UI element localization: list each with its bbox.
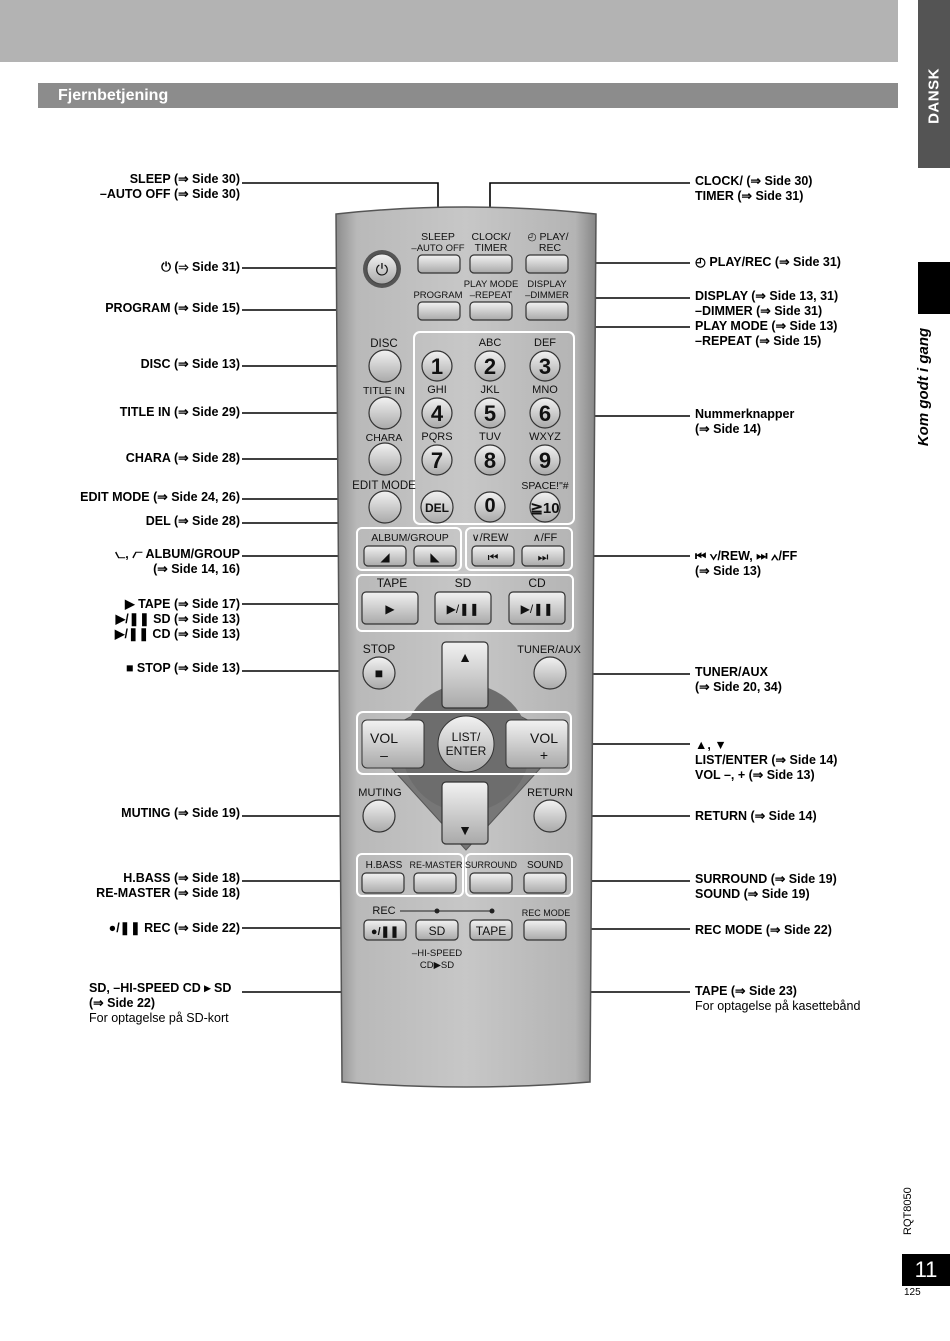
svg-text:SLEEP: SLEEP <box>421 231 455 243</box>
label-title-in: TITLE IN (⇒ Side 29) <box>119 405 240 419</box>
number-key-letters: MNO <box>532 384 558 396</box>
number-key-label: 8 <box>483 448 497 473</box>
number-key-letters: WXYZ <box>529 431 561 443</box>
svg-text:◢: ◢ <box>380 550 390 564</box>
svg-text:TITLE IN: TITLE IN <box>362 385 406 397</box>
label-edit-mode: EDIT MODE (⇒ Side 24, 26) <box>80 490 240 504</box>
label-tape: TAPE (⇒ Side 23) For optagelse på kasettebånd <box>695 984 861 1013</box>
svg-text:REC: REC <box>372 905 396 917</box>
svg-text:–HI-SPEED: –HI-SPEED <box>411 948 463 959</box>
label-hbass-remaster: H.BASS (⇒ Side 18) RE-MASTER (⇒ Side 18) <box>96 871 240 900</box>
label-return: RETURN (⇒ Side 14) <box>695 809 817 823</box>
svg-text:CLOCK/: CLOCK/ <box>471 231 511 243</box>
svg-text:SD: SD <box>428 924 446 938</box>
label-tape-sd-cd: ▶ TAPE (⇒ Side 17) ▶/❚❚ SD (⇒ Side 13) ▶/❚❚ CD (⇒ Side 13) <box>114 597 240 641</box>
svg-text:MUTING: MUTING <box>358 787 402 799</box>
number-key-letters: ABC <box>478 337 502 349</box>
svg-text:–DIMMER: –DIMMER <box>525 290 569 301</box>
svg-text:⏭: ⏭ <box>537 550 549 564</box>
svg-text:▶/❚❚: ▶/❚❚ <box>446 602 480 616</box>
label-disc: DISC (⇒ Side 13) <box>140 357 240 371</box>
label-power: ⏻ (⇒ Side 31) <box>161 260 240 274</box>
number-key-letters: DEF <box>534 337 556 349</box>
number-key-letters: TUV <box>479 431 501 443</box>
label-nav-vol: ▲, ▼ LIST/ENTER (⇒ Side 14) VOL –, + (⇒ Side 13) <box>695 738 838 782</box>
label-display-playmode: DISPLAY (⇒ Side 13, 31) –DIMMER (⇒ Side 31) PLAY MODE (⇒ Side 13) –REPEAT (⇒ Side 15) <box>695 289 839 348</box>
svg-text:⏮: ⏮ <box>487 550 499 564</box>
number-key-label: 1 <box>430 354 444 379</box>
svg-text:SOUND: SOUND <box>526 860 564 871</box>
label-album-group: ⦦, ⦧ ALBUM/GROUP (⇒ Side 14, 16) <box>115 547 240 576</box>
svg-text:▲: ▲ <box>458 649 472 665</box>
label-del: DEL (⇒ Side 28) <box>145 514 240 528</box>
label-rec: ●/❚❚ REC (⇒ Side 22) <box>108 921 240 935</box>
svg-text:–REPEAT: –REPEAT <box>469 290 513 301</box>
svg-text:CHARA: CHARA <box>365 432 403 444</box>
label-number-keys: Nummerknapper (⇒ Side 14) <box>695 407 795 436</box>
svg-text:ALBUM/GROUP: ALBUM/GROUP <box>371 532 449 544</box>
number-key-label: 3 <box>538 354 552 379</box>
label-tuner-aux: TUNER/AUX (⇒ Side 20, 34) <box>695 665 782 694</box>
svg-text:■: ■ <box>374 665 384 681</box>
svg-text:H.BASS: H.BASS <box>365 860 403 871</box>
label-play-rec: ◴ PLAY/REC (⇒ Side 31) <box>695 255 841 269</box>
svg-text:∧/FF: ∧/FF <box>532 532 558 544</box>
number-key-label: 4 <box>430 401 444 426</box>
label-rec-mode: REC MODE (⇒ Side 22) <box>695 923 832 937</box>
number-key-letters: GHI <box>427 384 447 396</box>
page-number: 11 <box>902 1254 950 1286</box>
label-program: PROGRAM (⇒ Side 15) <box>105 301 240 315</box>
svg-text:RE-MASTER: RE-MASTER <box>409 860 463 870</box>
label-muting: MUTING (⇒ Side 19) <box>121 806 240 820</box>
svg-text:●/❚❚: ●/❚❚ <box>370 926 400 938</box>
label-surround-sound: SURROUND (⇒ Side 19) SOUND (⇒ Side 19) <box>695 872 837 901</box>
svg-text:▶: ▶ <box>385 602 395 616</box>
svg-text:RETURN: RETURN <box>527 787 573 799</box>
svg-text:–: – <box>380 747 388 763</box>
svg-text:ENTER: ENTER <box>445 744 487 758</box>
svg-text:DEL: DEL <box>425 501 449 515</box>
svg-text:CD▶SD: CD▶SD <box>419 960 455 971</box>
svg-text:SURROUND: SURROUND <box>464 860 518 870</box>
svg-text:SD: SD <box>454 576 472 590</box>
svg-text:⏻: ⏻ <box>375 262 389 279</box>
svg-text:∨/REW: ∨/REW <box>471 532 509 544</box>
svg-text:CD: CD <box>528 576 546 590</box>
label-chara: CHARA (⇒ Side 28) <box>125 451 240 465</box>
svg-text:◴ PLAY/: ◴ PLAY/ <box>527 231 569 243</box>
svg-text:TIMER: TIMER <box>474 242 508 254</box>
svg-text:0: 0 <box>484 495 496 517</box>
number-key-letters: PQRS <box>421 431 453 443</box>
label-sleep: SLEEP (⇒ Side 30) –AUTO OFF (⇒ Side 30) <box>99 172 240 201</box>
svg-text:◣: ◣ <box>430 550 440 564</box>
language-tab: DANSK <box>918 0 950 168</box>
svg-text:TAPE: TAPE <box>475 924 507 938</box>
number-key-label: 2 <box>483 354 497 379</box>
svg-text:VOL: VOL <box>369 730 399 746</box>
label-clock-timer: CLOCK/ (⇒ Side 30) TIMER (⇒ Side 31) <box>695 174 813 203</box>
number-key-label: 6 <box>538 401 552 426</box>
label-sd-hispeed: SD, –HI-SPEED CD ▸ SD (⇒ Side 22) For optagelse på SD-kort <box>89 981 232 1025</box>
svg-text:▶/❚❚: ▶/❚❚ <box>520 602 554 616</box>
number-key-label: 5 <box>483 401 497 426</box>
number-key-label: 7 <box>430 448 444 473</box>
page-number-small: 125 <box>904 1287 921 1298</box>
svg-text:STOP: STOP <box>362 642 396 656</box>
svg-text:DISPLAY: DISPLAY <box>527 279 567 290</box>
label-rew-ff: ⏮ ∨/REW, ⏭ ∧/FF (⇒ Side 13) <box>695 549 798 578</box>
svg-text:DISC: DISC <box>370 338 398 350</box>
number-key-label: 9 <box>538 448 552 473</box>
svg-text:≧10: ≧10 <box>530 500 560 517</box>
svg-text:LIST/: LIST/ <box>451 730 481 744</box>
number-key-letters: JKL <box>480 384 500 396</box>
svg-text:REC: REC <box>538 242 562 254</box>
svg-text:VOL: VOL <box>529 730 559 746</box>
svg-text:REC MODE: REC MODE <box>521 908 571 918</box>
svg-text:PROGRAM: PROGRAM <box>413 290 463 301</box>
label-stop: ■ STOP (⇒ Side 13) <box>125 661 240 675</box>
svg-text:–AUTO OFF: –AUTO OFF <box>411 243 465 254</box>
svg-text:EDIT MODE: EDIT MODE <box>352 480 416 492</box>
doc-code: RQT8050 <box>902 1187 914 1235</box>
svg-text:TUNER/AUX: TUNER/AUX <box>517 644 581 656</box>
svg-text:TAPE: TAPE <box>376 576 408 590</box>
svg-text:SPACE!"#: SPACE!"# <box>521 480 569 492</box>
section-title: Fjernbetjening <box>38 83 898 108</box>
svg-text:+: + <box>539 747 549 763</box>
svg-text:▼: ▼ <box>458 822 472 838</box>
svg-text:PLAY MODE: PLAY MODE <box>463 279 519 290</box>
